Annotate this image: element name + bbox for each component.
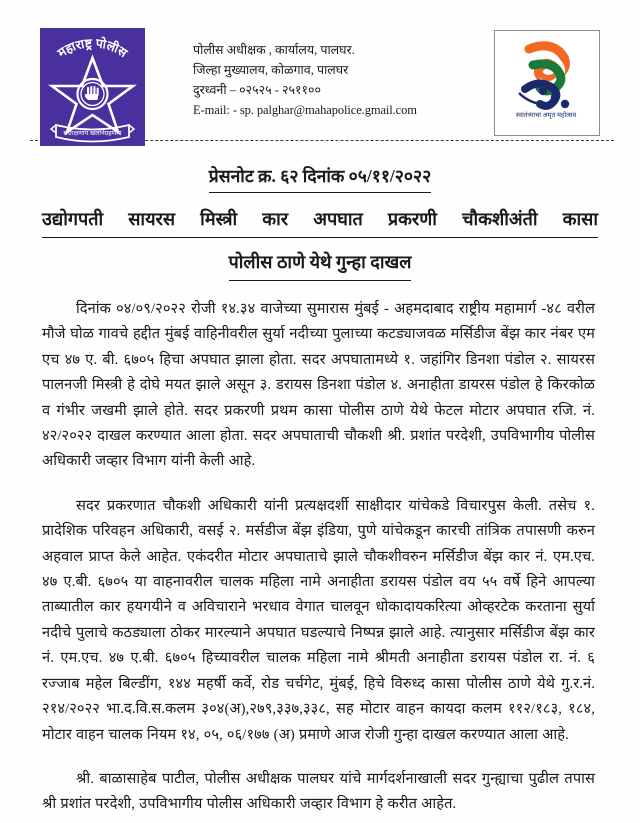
office-address-block bbox=[145, 28, 494, 120]
presnote-number-date: प्रेसनोट क्र. ६२ दिनांक ०५/११/२०२२ bbox=[209, 161, 431, 193]
title-block bbox=[0, 141, 640, 281]
amrit-logo-caption: स्वातंत्र्याचा अमृत महोत्सव bbox=[515, 112, 577, 119]
svg-text:महाराष्ट्र पोलीस: महाराष्ट्र पोलीस bbox=[55, 36, 130, 61]
office-line-address: जिल्हा मुख्यालय, कोळगाव, पालघर bbox=[193, 63, 349, 77]
office-line-email: E-mail: - sp. palghar@mahapolice.gmail.com bbox=[193, 103, 417, 117]
body-paragraph-2: सदर प्रकरणात चौकशी अधिकारी यांनी प्रत्यक्षदर्शी साक्षीदार यांचेकडे विचारपुस केली. तसेच १. प्रादेशिक परिवहन अधिकारी, वसई २. मर्सडीज बेंझ इंडिया, पुणे यांचेकडून कारची तांत्रिक तपासणी करुन अहवाल प्राप्त केले आहेत. एकंदरीत मोटार अपघाताचे झाले चौकशीवरुन मर्सिडीज बेंझ कार नं. एम.एच. ४७ ए.बी. ६७०५ या वाहनावरील चालक महिला नामे अनाहीता डरायस पंडोल वय ५५ वर्षे हिने आपल्या ताब्यातील कार हयगयीने व अविचाराने भरधाव वेगात चालवून धोकादायकरित्या ओव्हरटेक करताना सुर्या नदीचे पुलाचे कठड्याला ठोकर मारल्याने अपघात घडल्याचे निष्पन्न झाले आहे. त्यानुसार मर्सिडीज बेंझ कार नं. एम.एच. ४७ ए.बी. ६७०५ हिच्यावरील चालक महिला नामे श्रीमती अनाहीता डरायस पंडोल रा. नं. ६ रज्जाब महेल बिल्डींग, १४४ महर्षी कर्वे, रोड चर्चगेट, मुंबई, हिचे विरुध्द कासा पोलीस ठाणे येथे गु.र.नं. २१४/२०२२ भा.द.वि.स.कलम ३०४(अ),२७९,३३७,३३८, सह मोटार वाहन कायदा कलम ११२/१८३, १८४, मोटार वाहन चालक नियम १४, ०५, ०६/१७७ (अ) प्रमाणे आज रोजी गुन्हा दाखल करण्यात आला आहे. bbox=[42, 497, 595, 743]
document-header bbox=[0, 0, 640, 137]
page-title-line-2: पोलीस ठाणे येथे गुन्हा दाखल bbox=[229, 245, 412, 281]
body-paragraph-3: श्री. बाळासाहेब पाटील, पोलीस अधीक्षक पालघर यांचे मार्गदर्शनाखाली सदर गुन्ह्याचा पुढील तपास श्री प्रशांत परदेशी, उपविभागीय पोलीस अधिकारी जव्हार विभाग हे करीत आहेत. bbox=[42, 770, 595, 813]
page-title bbox=[42, 202, 598, 281]
office-line-phone: दुरध्वनी – ०२५२५ - २५११०० bbox=[193, 83, 321, 97]
office-line-designation: पोलीस अधीक्षक , कार्यालय, पालघर. bbox=[193, 43, 355, 57]
maharashtra-police-emblem-icon bbox=[40, 28, 145, 146]
page-title-line-1: उद्योगपती सायरस मिस्त्री कार अपघात प्रकरणी चौकशीअंती कासा bbox=[42, 202, 598, 238]
azadi-ka-amrit-mahotsav-icon bbox=[494, 30, 600, 136]
document-body bbox=[0, 281, 640, 818]
body-paragraph-1: दिनांक ०४/०९/२०२२ रोजी १४.३४ वाजेच्या सुमारास मुंबई - अहमदाबाद राष्ट्रीय महामार्ग -४८ वरील मौजे घोळ गावचे हद्दीत मुंबई वाहिनीवरील सुर्या नदीच्या पुलाच्या कटड्याजवळ मर्सिडीज बेंझ कार नंबर एम एच ४७ ए. बी. ६७०५ हिचा अपघात झाला होता. सदर अपघातामध्ये १. जहांगिर डिनशा पंडोल २. सायरस पालनजी मिस्त्री हे दोघे मयत झाले असून ३. डरायस डिनशा पंडोल ४. अनाहीता डायरस पंडोल हे किरकोळ व गंभीर जखमी झाले होते. सदर प्रकरणी प्रथम कासा पोलीस ठाणे येथे फेटल मोटार अपघात रजि. नं. ४२/२०२२ दाखल करण्यात आला होता. सदर अपघाताची चौकशी श्री. प्रशांत परदेशी, उपविभागीय पोलीस अधिकारी जव्हार विभाग यांनी केली आहे. bbox=[42, 301, 595, 470]
svg-text:सदरक्षणाय खलनिग्रहणाय: सदरक्षणाय खलनिग्रहणाय bbox=[63, 130, 122, 137]
